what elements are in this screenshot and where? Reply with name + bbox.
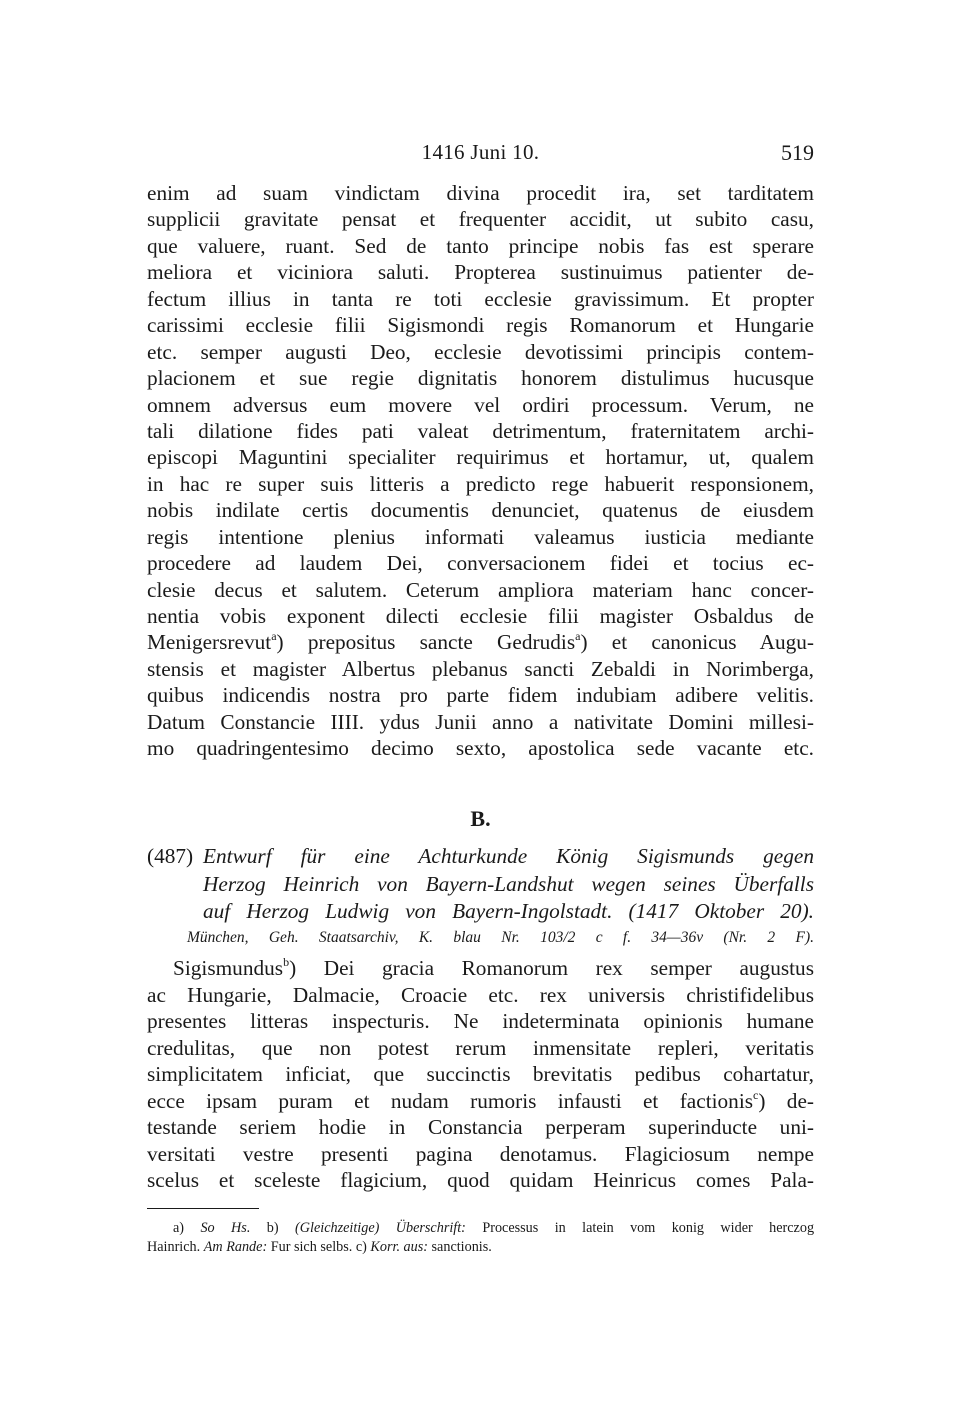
text-line-with-notes [147, 629, 814, 655]
text-line: etc. semper augusti Deo, ecclesie devotissimi principis contem- [147, 339, 814, 364]
text-line: regis intentione plenius informati valeamus iusticia mediante [147, 524, 814, 549]
text-line: quibus indicendis nostra pro parte fidem indubiam adibere velitis. [147, 683, 814, 708]
text-segment: ) prepositus sancte Gedrudis [276, 630, 576, 655]
text-line: procedere ad laudem Dei, conversacionem fidei et tocius ec- [147, 551, 814, 576]
footnote-line [147, 1219, 814, 1238]
text-line-with-notes [147, 1088, 814, 1115]
footnote-c-note: Korr. aus: [370, 1239, 428, 1255]
footnote-a-text: So Hs. [200, 1220, 251, 1236]
footnote-marker: a [575, 629, 581, 644]
footnote-label: a) [173, 1220, 185, 1236]
text-line: scelus et sceleste flagicium, quod quidam Heinricus comes Pala- [147, 1168, 814, 1192]
text-line: simplicitatem inficiat, que succinctis brevitatis pedibus cohartatur, [147, 1062, 814, 1086]
footnote-marker: b [283, 955, 290, 969]
footnote-b-margin-text: Fur sich selbs. [270, 1239, 353, 1255]
text-line: tali dilatione fides pati valeat detrimentum, fraternitatem archi- [147, 418, 814, 443]
footnote-marker: a [271, 629, 277, 644]
archival-source: München, Geh. Staatsarchiv, K. blau Nr. 103/2 c f. 34—36v (Nr. 2 F). [187, 929, 814, 946]
running-head [147, 140, 814, 170]
section-heading: B. [470, 806, 491, 831]
text-line: carissimi ecclesie filii Sigismondi regis Romanorum et Hungarie [147, 313, 814, 338]
text-line: enim ad suam vindictam divina procedit ira, set tarditatem [147, 181, 814, 205]
text-line: meliora et viciniora saluti. Propterea sustinuimus patienter de- [147, 260, 814, 285]
footnote-label: c) [355, 1239, 367, 1255]
title-line: Herzog Heinrich von Bayern-Landshut wegen seines Überfalls [203, 871, 814, 896]
document-title [203, 843, 814, 926]
footnote-c-text: sanctionis. [431, 1239, 492, 1255]
text-segment: Menigersrevut [147, 630, 272, 655]
text-line: omnem adversus eum movere vel ordiri processum. Verum, ne [147, 392, 814, 417]
text-line: Datum Constancie IIII. ydus Junii anno a nativitate Domini millesi- [147, 709, 814, 734]
title-line: auf Herzog Ludwig von Bayern-Ingolstadt. (1417 Oktober 20). [203, 899, 814, 923]
text-line: fectum illius in tanta re toti ecclesie gravissimum. Et propter [147, 286, 814, 311]
text-line: episcopi Maguntini specialiter requirimus et hortamur, ut, qualem [147, 445, 814, 470]
text-line: mo quadringentesimo decimo sexto, apostolica sede vacante etc. [147, 736, 814, 761]
footnote-line [147, 1238, 814, 1257]
footnote-b-note: (Gleichzeitige) Überschrift: [295, 1220, 466, 1236]
text-line: que valuere, ruant. Sed de tanto principe nobis fas est sperare [147, 233, 814, 258]
text-segment: Sigismundus [173, 956, 284, 980]
text-line: stensis et magister Albertus plebanus sancti Zebaldi in Norimberga, [147, 656, 814, 681]
footnote-b-margin-note: Am Rande: [203, 1239, 268, 1255]
footnotes [147, 1219, 814, 1257]
document-number: (487) [147, 844, 194, 868]
text-line-with-notes [147, 955, 814, 982]
title-line: Entwurf für eine Achturkunde König Sigismunds gegen [203, 844, 814, 868]
footnote-divider [147, 1208, 259, 1209]
document-a-text [147, 180, 814, 762]
text-line: supplicii gravitate pensat et frequenter accidit, ut subito casu, [147, 207, 814, 232]
text-segment: ) et canonicus Augu- [580, 630, 814, 655]
footnote-b-text: Processus in latein vom konig wider herczog [482, 1220, 815, 1236]
text-line: testande seriem hodie in Constancia perperam superinducte uni- [147, 1115, 814, 1139]
running-head-date: 1416 Juni 10. [421, 140, 540, 164]
text-line: credulitas, que non potest rerum inmensitate repleri, veritatis [147, 1035, 814, 1060]
text-line: placionem et sue regie dignitatis honorem distulimus hucusque [147, 366, 814, 391]
text-segment: ecce ipsam puram et nudam rumoris infausti et factionis [147, 1088, 754, 1113]
text-segment: ) de- [758, 1088, 814, 1113]
text-line: clesie decus et salutem. Ceterum ampliora materiam hanc concer- [147, 577, 814, 602]
text-line: versitati vestre presenti pagina denotamus. Flagiciosum nempe [147, 1141, 814, 1166]
document-b-text [147, 955, 814, 1194]
footnote-marker: c [753, 1087, 759, 1102]
text-line: ac Hungarie, Dalmacie, Croacie etc. rex universis christifidelibus [147, 982, 814, 1007]
text-line: in hac re super suis litteris a predicto rege habuerit responsionem, [147, 471, 814, 496]
footnote-label: b) [266, 1220, 279, 1236]
text-line: nentia vobis exponent dilecti ecclesie filii magister Osbaldus de [147, 604, 814, 628]
footnote-b-text-cont: Hainrich. [147, 1239, 201, 1255]
page-number: 519 [781, 140, 814, 165]
text-segment: ) Dei gracia Romanorum rex semper augustus [289, 956, 814, 980]
text-line: nobis indilate certis documentis denunciet, quatenus de eiusdem [147, 498, 814, 523]
text-line: presentes litteras inspecturis. Ne indeterminata opinionis humane [147, 1009, 814, 1033]
